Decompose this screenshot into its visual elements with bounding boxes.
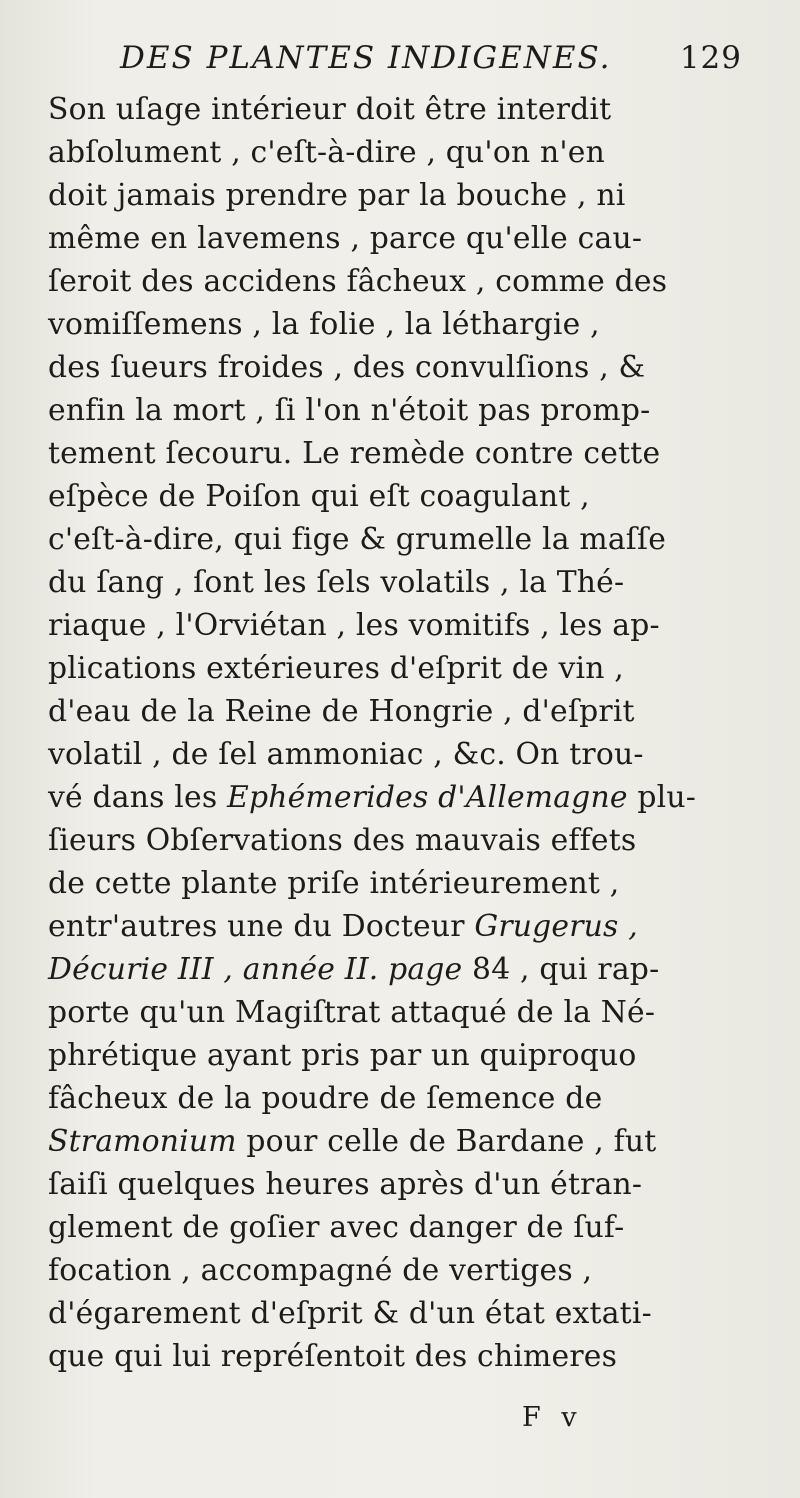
text-line <box>48 862 783 905</box>
text-segment: 84 , qui rap- <box>462 952 660 987</box>
signature-mark: F v <box>522 1402 583 1433</box>
text-segment: des ſueurs froides , des convulſions , & <box>48 350 646 385</box>
text-segment: ſeroit des accidens fâcheux , comme des <box>48 264 668 299</box>
text-line <box>48 518 783 561</box>
text-segment: glement de goſier avec danger de ſuf- <box>48 1210 625 1245</box>
text-line <box>48 1034 783 1077</box>
text-segment: tement ſecouru. Le remède contre cette <box>48 436 661 471</box>
text-segment: ſieurs Obſervations des mauvais effets <box>48 823 637 858</box>
text-segment: doit jamais prendre par la bouche , ni <box>48 178 626 213</box>
text-line <box>48 303 783 346</box>
running-header <box>120 40 770 88</box>
text-segment: d'égarement d'eſprit & d'un état extati- <box>48 1296 652 1331</box>
text-line <box>48 1077 783 1120</box>
text-line <box>48 217 783 260</box>
italic-text: Ephémerides d'Allemagne <box>227 780 628 815</box>
text-segment: enfin la mort , ſi l'on n'étoit pas promp- <box>48 393 651 428</box>
text-line <box>48 88 783 131</box>
text-segment: que qui lui repréſentoit des chimeres <box>48 1339 618 1374</box>
italic-text: Stramonium <box>48 1124 237 1159</box>
text-segment: plications extérieures d'eſprit de vin , <box>48 651 624 686</box>
text-segment: d'eau de la Reine de Hongrie , d'eſprit <box>48 694 635 729</box>
page-number: 129 <box>679 40 742 76</box>
text-line <box>48 604 783 647</box>
text-line <box>48 991 783 1034</box>
text-segment: vomiſſemens , la folie , la léthargie , <box>48 307 600 342</box>
text-line <box>48 776 783 819</box>
text-segment: même en lavemens , parce qu'elle cau- <box>48 221 643 256</box>
text-segment: phrétique ayant pris par un quiproquo <box>48 1038 637 1073</box>
text-line <box>48 432 783 475</box>
text-segment: vé dans les <box>48 780 228 815</box>
text-line <box>48 131 783 174</box>
text-segment: entr'autres une du Docteur <box>48 909 475 944</box>
italic-text: Grugerus , <box>474 909 638 944</box>
text-segment: de cette plante priſe intérieurement , <box>48 866 620 901</box>
text-segment: c'eſt-à-dire, qui fige & grumelle la maſſe <box>48 522 667 557</box>
text-segment: riaque , l'Orviétan , les vomitifs , les ap- <box>48 608 660 643</box>
text-segment: fâcheux de la poudre de ſemence de <box>48 1081 603 1116</box>
text-line <box>48 1163 783 1206</box>
text-segment: abſolument , c'eſt-à-dire , qu'on n'en <box>48 135 605 170</box>
text-line <box>48 948 783 991</box>
text-segment: pour celle de Bardane , fut <box>236 1124 657 1159</box>
running-title: DES PLANTES INDIGENES. <box>120 40 612 76</box>
text-line <box>48 1249 783 1292</box>
text-segment: focation , accompagné de vertiges , <box>48 1253 593 1288</box>
text-line <box>48 690 783 733</box>
text-line <box>48 346 783 389</box>
text-segment: plu- <box>627 780 696 815</box>
text-line <box>48 647 783 690</box>
text-segment: Son uſage intérieur doit être interdit <box>48 92 612 127</box>
text-line <box>48 389 783 432</box>
text-line <box>48 1335 783 1378</box>
text-line <box>48 174 783 217</box>
text-line <box>48 561 783 604</box>
text-segment: du ſang , ſont les ſels volatils , la Thé- <box>48 565 625 600</box>
text-segment: ſaiſi quelques heures après d'un étran- <box>48 1167 643 1202</box>
text-line <box>48 1206 783 1249</box>
text-line <box>48 1292 783 1335</box>
text-line <box>48 733 783 776</box>
text-line <box>48 260 783 303</box>
text-line <box>48 475 783 518</box>
text-line <box>48 1120 783 1163</box>
body-text <box>48 88 788 1378</box>
text-line <box>48 905 783 948</box>
text-line <box>48 819 783 862</box>
italic-text: Décurie III , année II. page <box>48 952 463 987</box>
text-segment: eſpèce de Poiſon qui eſt coagulant , <box>48 479 590 514</box>
text-segment: porte qu'un Magiſtrat attaqué de la Né- <box>48 995 656 1030</box>
text-segment: volatil , de ſel ammoniac , &c. On trou- <box>48 737 644 772</box>
